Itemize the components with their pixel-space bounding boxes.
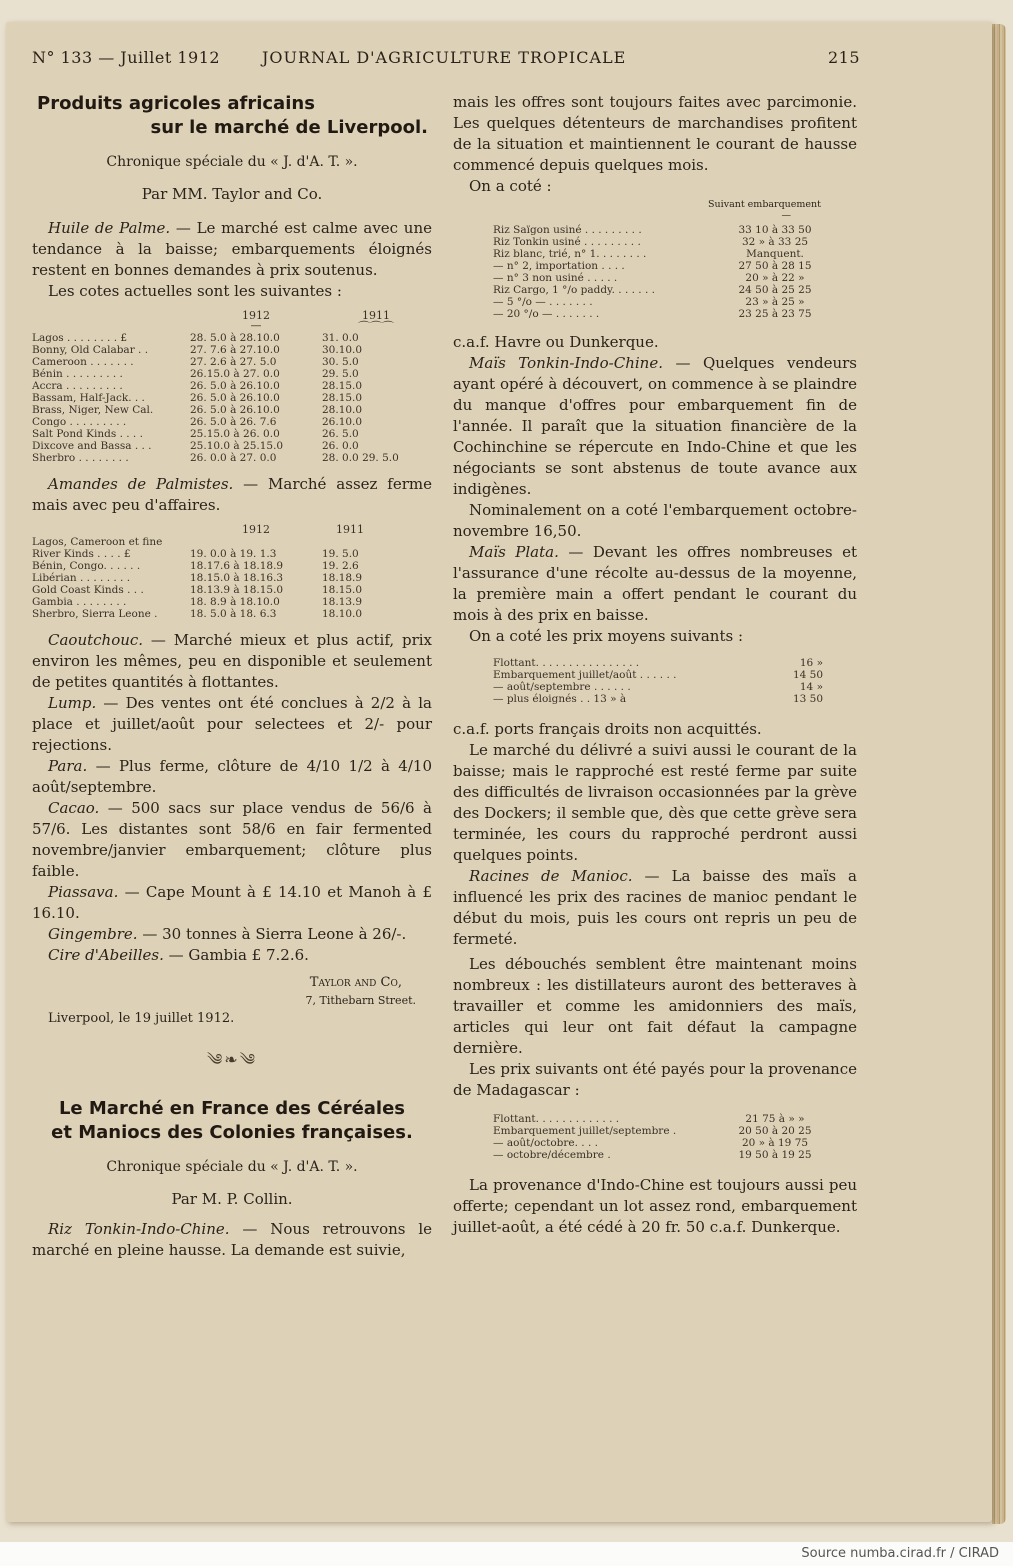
huile-table-row <box>32 416 430 428</box>
riz-table-row <box>493 224 825 236</box>
riz-table-cell-name: Riz blanc, trié, n° 1. . . . . . . . <box>493 248 647 260</box>
para-text: — Plus ferme, clôture de 4/10 1/2 à 4/10 août/septembre. <box>32 757 432 796</box>
amandes-table-row <box>32 584 430 596</box>
riz-table-cell-value: 27 50 à 28 15 <box>738 260 812 272</box>
amandes-table-cell-y1911: 19. 5.0 <box>322 548 359 560</box>
para-paragraph <box>32 756 432 798</box>
madagascar-table-cell-value: 20 50 à 20 25 <box>738 1125 812 1137</box>
plata-table-cell-value: 16 » <box>799 657 823 669</box>
mais-tonkin-text: — Quelques vendeurs ayant opéré à découvert, on commence à se plaindre du manque d'offres pour embarquement fin de l'année. Il paraît que la situation financière de la Cochinchine se répercute en Indo-Chine et que les négociants se sont abstenus de toute avance aux indigènes. <box>453 354 857 498</box>
amandes-table-cell-y1911: 18.18.9 <box>322 572 363 584</box>
huile-table-cell-name: Lagos . . . . . . . . £ <box>32 332 128 344</box>
lump-paragraph <box>32 693 432 756</box>
huile-lead: Huile de Palme. <box>48 219 171 237</box>
gingembre-paragraph <box>32 924 432 945</box>
madagascar-table-cell-value: 21 75 à » » <box>745 1113 805 1125</box>
page-edge-stack <box>992 24 1006 1524</box>
amandes-table-cell-name: Bénin, Congo. . . . . . <box>32 560 141 572</box>
huile-table-cell-y1912: 27. 7.6 à 27.10.0 <box>190 344 280 356</box>
riz-table-cell-value: 33 10 à 33 50 <box>738 224 812 236</box>
journal-title: JOURNAL D'AGRICULTURE TROPICALE <box>262 48 627 67</box>
mais-tonkin-lead: Maïs Tonkin-Indo-Chine. <box>469 354 663 372</box>
plata-table-row <box>493 693 823 705</box>
cire-paragraph <box>32 945 432 966</box>
amandes-table-cell-name: Gambia . . . . . . . . <box>32 596 127 608</box>
prix-moyens: On a coté les prix moyens suivants : <box>469 627 743 645</box>
huile-cotes: Les cotes actuelles sont les suivantes : <box>48 282 342 300</box>
riz-table-cell-name: — n° 3 non usiné . . . . . <box>493 272 618 284</box>
amandes-table-cell-name: River Kinds . . . . £ <box>32 548 131 560</box>
riz-table-header: Suivant embarquement <box>708 199 821 210</box>
cire-text: — Gambia £ 7.2.6. <box>163 946 309 964</box>
madagascar-table-row <box>493 1137 825 1149</box>
amandes-table-cell-y1911: 19. 2.6 <box>322 560 359 572</box>
huile-table-row <box>32 356 430 368</box>
huile-table-cell-name: Congo . . . . . . . . . <box>32 416 127 428</box>
year-1911-header: 1911 <box>362 309 390 322</box>
page-number: 215 <box>828 48 861 67</box>
indochine-paragraph: La provenance d'Indo-Chine est toujours aussi peu offerte; cependant un lot assez rond, embarquement juillet-août, a été cédé à 20 fr. 50 c.a.f. Dunkerque. <box>453 1176 857 1236</box>
mais-plata-lead: Maïs Plata. <box>469 543 559 561</box>
huile-table-row <box>32 452 430 464</box>
signature: Taylor and Co, <box>309 975 402 990</box>
caf-ports: c.a.f. ports français droits non acquittés. <box>453 720 762 738</box>
huile-table-cell-y1912: 28. 5.0 à 28.10.0 <box>190 332 280 344</box>
huile-price-rows <box>32 332 430 464</box>
plata-table-cell-name: Embarquement juillet/août . . . . . . <box>493 669 677 681</box>
plata-price-table <box>493 657 823 705</box>
huile-table-cell-y1912: 26.15.0 à 27. 0.0 <box>190 368 280 380</box>
gingembre-text: — 30 tonnes à Sierra Leone à 26/-. <box>137 925 407 943</box>
riz-table-row <box>493 296 825 308</box>
huile-table-cell-name: Salt Pond Kinds . . . . <box>32 428 143 440</box>
huile-table-cell-y1911: 30.10.0 <box>322 344 363 356</box>
huile-table-cell-name: Cameroon . . . . . . . <box>32 356 134 368</box>
caoutchouc-paragraph <box>32 630 432 693</box>
madagascar-table-cell-name: Embarquement juillet/septembre . <box>493 1125 677 1137</box>
huile-table-row <box>32 380 430 392</box>
riz-table-cell-value: 32 » à 33 25 <box>741 236 809 248</box>
amandes-table-cell-y1912 <box>190 536 322 548</box>
riz-table-cell-name: Riz Cargo, 1 °/o paddy. . . . . . . <box>493 284 655 296</box>
huile-text: — Le marché est calme avec une tendance à la baisse; embarquements éloignés restent en bonnes demandes à prix soutenus. <box>32 219 432 279</box>
riz-paragraph <box>32 1219 432 1261</box>
madagascar-table-cell-value: 19 50 à 19 25 <box>738 1149 812 1161</box>
amandes-table-cell-y1912: 18.15.0 à 18.16.3 <box>190 572 284 584</box>
cacao-paragraph <box>32 798 432 882</box>
plata-table-cell-value: 13 50 <box>792 693 823 705</box>
para-lead: Para. <box>48 757 88 775</box>
huile-table-cell-name: Bonny, Old Calabar . . <box>32 344 149 356</box>
plata-table-cell-name: — plus éloignés . . 13 » à <box>493 693 627 705</box>
amandes-lead: Amandes de Palmistes. <box>48 475 234 493</box>
riz-table-row <box>493 260 825 272</box>
nominalement-paragraph: Nominalement on a coté l'embarquement octobre-novembre 16,50. <box>453 501 857 540</box>
caoutchouc-text: — Marché mieux et plus actif, prix environ les mêmes, peu en disponible et seulement de petites quantités à flottantes. <box>32 631 432 691</box>
huile-table-cell-name: Dixcove and Bassa . . . <box>32 440 152 452</box>
huile-table-cell-name: Bénin . . . . . . . . . <box>32 368 123 380</box>
caf-havre: c.a.f. Havre ou Dunkerque. <box>453 333 659 351</box>
riz-table-cell-value: 23 25 à 23 75 <box>738 308 812 320</box>
riz-table-row <box>493 248 825 260</box>
plata-table-cell-value: 14 » <box>799 681 823 693</box>
huile-table-row <box>32 368 430 380</box>
huile-table-cell-y1911: 26. 0.0 <box>322 440 359 452</box>
huile-paragraph <box>32 218 432 281</box>
amandes-table-cell-y1911: 18.15.0 <box>322 584 363 596</box>
huile-table-cell-y1912: 26. 5.0 à 26. 7.6 <box>190 416 277 428</box>
piassava-paragraph <box>32 882 432 924</box>
huile-table-cell-y1912: 26. 0.0 à 27. 0.0 <box>190 452 277 464</box>
madagascar-table-cell-name: Flottant. . . . . . . . . . . . . <box>493 1113 620 1125</box>
amandes-table-cell-name: Sherbro, Sierra Leone . <box>32 608 158 620</box>
riz-table-row <box>493 284 825 296</box>
year-1912-header: 1912 <box>242 309 270 322</box>
riz-table-cell-name: Riz Saïgon usiné . . . . . . . . . <box>493 224 642 236</box>
madagascar-table-cell-value: 20 » à 19 75 <box>741 1137 809 1149</box>
huile-table-row <box>32 440 430 452</box>
caoutchouc-lead: Caoutchouc. <box>48 631 144 649</box>
source-credit: Source numba.cirad.fr / CIRAD <box>801 1546 999 1561</box>
riz-table-cell-value: 20 » à 22 » <box>745 272 805 284</box>
madagascar-table-cell-name: — août/octobre. . . . <box>493 1137 598 1149</box>
amandes-table-cell-y1911 <box>322 536 430 548</box>
riz-table-cell-value: 23 » à 25 » <box>745 296 805 308</box>
amandes-table-row <box>32 536 430 548</box>
huile-table-cell-y1911: 26. 5.0 <box>322 428 359 440</box>
huile-table-cell-y1911: 28. 0.0 29. 5.0 <box>322 452 399 464</box>
cacao-lead: Cacao. <box>48 799 100 817</box>
article2-title-line1: Le Marché en France des Céréales <box>58 1098 406 1119</box>
amandes-table-cell-name: Gold Coast Kinds . . . <box>32 584 144 596</box>
huile-table-cell-name: Accra . . . . . . . . . <box>32 380 123 392</box>
riz-table-cell-name: — n° 2, importation . . . . <box>493 260 625 272</box>
address: 7, Tithebarn Street. <box>305 994 416 1007</box>
manioc-paragraph <box>453 866 857 950</box>
amandes-table-cell-y1911: 18.13.9 <box>322 596 363 608</box>
riz-table-row <box>493 236 825 248</box>
piassava-text: — Cape Mount à £ 14.10 et Manoh à £ 16.10. <box>32 883 432 922</box>
madagascar-table-cell-name: — octobre/décembre . <box>493 1149 611 1161</box>
huile-table-row <box>32 344 430 356</box>
riz-table-cell-value: 24 50 à 25 25 <box>738 284 812 296</box>
amandes-price-table <box>32 524 430 620</box>
gingembre-lead: Gingembre. <box>48 925 138 943</box>
huile-table-cell-y1912: 26. 5.0 à 26.10.0 <box>190 380 280 392</box>
amandes-paragraph <box>32 474 432 516</box>
article1-title-line2: sur le marché de Liverpool. <box>150 117 428 138</box>
plata-table-row <box>493 669 823 681</box>
huile-table-cell-name: Bassam, Half-Jack. . . <box>32 392 145 404</box>
article2-byline: Par M. P. Collin. <box>171 1190 293 1208</box>
riz-table-cell-name: — 5 °/o — . . . . . . . <box>493 296 593 308</box>
issue-number: N° 133 — Juillet 1912 <box>32 48 221 67</box>
amandes-table-cell-y1912: 18.17.6 à 18.18.9 <box>190 560 284 572</box>
huile-table-row <box>32 404 430 416</box>
huile-table-cell-name: Sherbro . . . . . . . . <box>32 452 129 464</box>
amandes-price-rows <box>32 536 430 620</box>
amandes-table-row <box>32 548 430 560</box>
amandes-table-cell-y1912: 18. 5.0 à 18. 6.3 <box>190 608 277 620</box>
madagascar-intro: Les prix suivants ont été payés pour la provenance de Madagascar : <box>453 1060 857 1099</box>
riz-table-row <box>493 272 825 284</box>
plata-table-cell-name: — août/septembre . . . . . . <box>493 681 631 693</box>
amandes-table-cell-y1912: 18.13.9 à 18.15.0 <box>190 584 284 596</box>
riz-table-cell-name: Riz Tonkin usiné . . . . . . . . . <box>493 236 641 248</box>
amandes-table-cell-y1912: 19. 0.0 à 19. 1.3 <box>190 548 277 560</box>
riz-table-cell-value: Manquent. <box>746 248 804 260</box>
huile-table-cell-y1912: 26. 5.0 à 26.10.0 <box>190 404 280 416</box>
madagascar-table-row <box>493 1113 825 1125</box>
huile-table-cell-y1911: 30. 5.0 <box>322 356 359 368</box>
huile-table-cell-y1911: 29. 5.0 <box>322 368 359 380</box>
huile-table-cell-y1911: 28.15.0 <box>322 392 363 404</box>
amandes-table-row <box>32 572 430 584</box>
cire-lead: Cire d'Abeilles. <box>48 946 164 964</box>
mais-plata-text: — Devant les offres nombreuses et l'assurance d'une récolte au-dessus de la moyenne, la première main a offert pendant le courant du mois à des prix en baisse. <box>453 543 857 624</box>
huile-table-cell-y1912: 25.10.0 à 25.15.0 <box>190 440 284 452</box>
amandes-table-cell-name: Lagos, Cameroon et fine <box>32 536 163 548</box>
huile-table-cell-y1911: 28.15.0 <box>322 380 363 392</box>
year-1911-header-2: 1911 <box>336 523 364 536</box>
riz-text: — Nous retrouvons le marché en pleine hausse. La demande est suivie, <box>32 1220 433 1259</box>
cacao-text: — 500 sacs sur place vendus de 56/6 à 57/6. Les distantes sont 58/6 en fair fermented novembre/janvier embarquement; clôture plus faible. <box>32 799 432 880</box>
year-1912-header-2: 1912 <box>242 523 270 536</box>
huile-table-cell-y1911: 31. 0.0 <box>322 332 359 344</box>
madagascar-table-row <box>493 1149 825 1161</box>
huile-table-cell-y1912: 26. 5.0 à 26.10.0 <box>190 392 280 404</box>
article2-chronicle: Chronique spéciale du « J. d'A. T. ». <box>106 1159 358 1175</box>
mais-tonkin-paragraph <box>453 353 857 500</box>
riz-price-rows <box>493 224 825 320</box>
huile-table-cell-y1911: 28.10.0 <box>322 404 363 416</box>
article1-byline: Par MM. Taylor and Co. <box>141 185 323 203</box>
lump-text: — Des ventes ont été conclues à 2/2 à la place et juillet/août pour selectees et 2/- pour rejections. <box>32 694 432 754</box>
article1-title-line1: Produits agricoles africains <box>37 93 315 114</box>
amandes-table-cell-name: Libérian . . . . . . . . <box>32 572 131 584</box>
huile-table-row <box>32 392 430 404</box>
huile-table-cell-y1911: 26.10.0 <box>322 416 363 428</box>
debouches-paragraph: Les débouchés semblent être maintenant moins nombreux : les distillateurs auront des betteraves à travailler et comme les amidonniers des maïs, articles qui leur ont fait défaut la campagne dernière. <box>453 955 857 1057</box>
plata-table-cell-value: 14 50 <box>792 669 823 681</box>
huile-table-cell-name: Brass, Niger, New Cal. <box>32 404 154 416</box>
huile-table-cell-y1912: 27. 2.6 à 27. 5.0 <box>190 356 277 368</box>
amandes-table-row <box>32 596 430 608</box>
riz-continuation: mais les offres sont toujours faites avec parcimonie. Les quelques détenteurs de marchandises profitent de la situation et maintiennent le courant de hausse commencé depuis quelques mois. <box>453 93 857 174</box>
delivre-paragraph: Le marché du délivré a suivi aussi le courant de la baisse; mais le rapproché est resté ferme par suite des difficultés de livraison occasionnées par la grève des Dockers; il semble que, dès que cette grève sera terminée, les cours du rapproché perdront aussi quelques points. <box>453 741 857 864</box>
madagascar-price-rows <box>493 1113 825 1161</box>
article2-title-line2: et Maniocs des Colonies françaises. <box>51 1122 413 1143</box>
right-column <box>453 92 857 1238</box>
plata-table-row <box>493 657 823 669</box>
left-column <box>32 92 432 1261</box>
manioc-text: — La baisse des maïs a influencé les prix des racines de manioc pendant le début du mois, puis les cours ont repris un peu de fermeté. <box>453 867 857 948</box>
amandes-table-row <box>32 560 430 572</box>
huile-table-row <box>32 428 430 440</box>
on-a-cote: On a coté : <box>469 177 552 195</box>
manioc-lead: Racines de Manioc. <box>469 867 633 885</box>
madagascar-table-row <box>493 1125 825 1137</box>
madagascar-price-table <box>493 1113 825 1161</box>
riz-table-row <box>493 308 825 320</box>
riz-table-cell-name: — 20 °/o — . . . . . . . <box>493 308 600 320</box>
amandes-table-cell-y1911: 18.10.0 <box>322 608 363 620</box>
plata-price-rows <box>493 657 823 705</box>
huile-price-table: 1912 — 1911 ⌒⌒⌒ Lagos . . . . . . . . £ 28. 5.0 à 28.10.0 31. 0.0 Bonny, Old Calabar . . 27. 7.6 à 27.10.0 30.10.0 Cameroon . . . . . . . 27. 2.6 à 27. 5.0 30. 5.0 Bénin . . . . . . . . . 26.15.0 à 27. 0.0 29. 5.0 Accra . . . . . . . . . 26. 5.0 à 26.10.0 28.15.0 Bassam, Half-Jack. . . 26. 5.0 à 26.10.0 28.15.0 Brass, Niger, New Cal. 26. 5.0 à 26.10.0 28.10.0 Congo . . . . . . . . . 26. 5.0 à 26. 7.6 26.10.0 Salt Pond Kinds . . . . 25.15.0 à 26. 0.0 26. 5.0 Dixcove and Bassa . . . 25.10.0 à 25.15.0 26. 0.0 Sherbro . . . . . . . . 26. 0.0 à 27. 0.0 28. 0.0 29. 5.0 <box>32 310 430 464</box>
mais-plata-paragraph <box>453 542 857 626</box>
article1-chronicle: Chronique spéciale du « J. d'A. T. ». <box>106 154 358 170</box>
riz-lead: Riz Tonkin-Indo-Chine. <box>48 1220 230 1238</box>
plata-table-row <box>493 681 823 693</box>
plata-table-cell-name: Flottant. . . . . . . . . . . . . . . . <box>493 657 640 669</box>
amandes-table-row <box>32 608 430 620</box>
dateline: Liverpool, le 19 juillet 1912. <box>48 1011 235 1026</box>
ornament-divider: ༄❧༄ <box>207 1050 257 1069</box>
riz-header-dash: — <box>781 210 791 221</box>
amandes-text: — Marché assez ferme mais avec peu d'affaires. <box>32 475 432 514</box>
lump-lead: Lump. <box>48 694 97 712</box>
piassava-lead: Piassava. <box>48 883 119 901</box>
amandes-table-cell-y1912: 18. 8.9 à 18.10.0 <box>190 596 280 608</box>
riz-price-table <box>493 224 825 320</box>
huile-table-cell-y1912: 25.15.0 à 26. 0.0 <box>190 428 280 440</box>
